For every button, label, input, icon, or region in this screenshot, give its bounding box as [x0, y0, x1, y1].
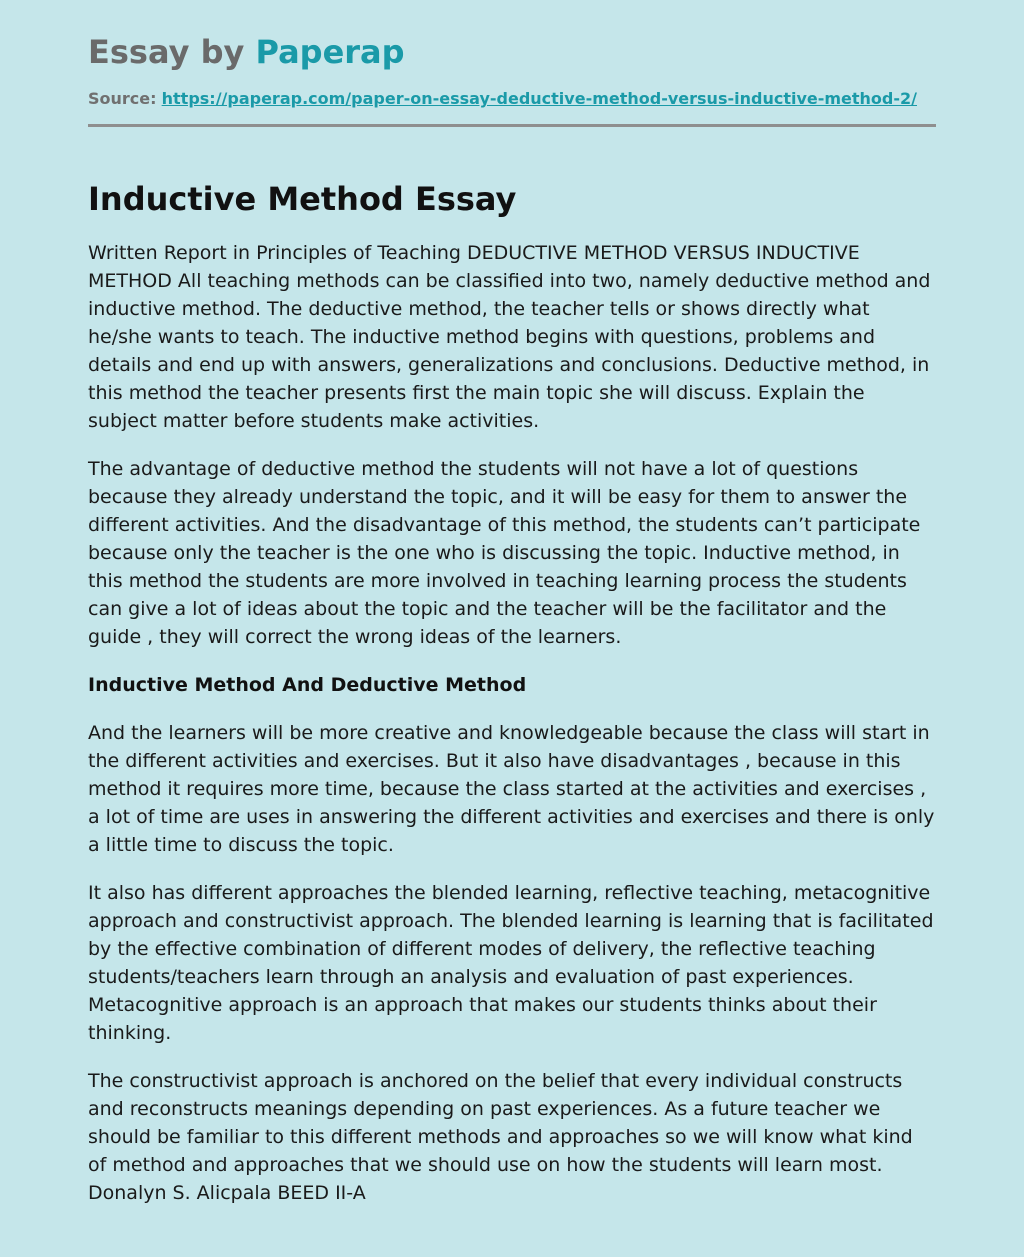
paragraph-3: And the learners will be more creative and knowledgeable because the class will start in the different activities and exercises. But it also have disadvantages , because in this method it requires more time, because the class started at the activities and exercises , a lot of time are uses in answering the different activities and exercises and there is only a little time to discuss the topic. — [88, 722, 935, 856]
brand-prefix: Essay by — [88, 33, 245, 71]
brand-name[interactable]: Paperap — [255, 33, 405, 71]
site-brand — [88, 30, 936, 74]
paragraph-2: The advantage of deductive method the students will not have a lot of questions because they already understand the topic, and it will be easy for them to answer the different activities. And the disadvantage of this method, the students can’t participate because only the teacher is the one who is discussing the topic. Inductive method, in this method the students are more involved in teaching learning process the students can give a lot of ideas about the topic and the teacher will be the facilitator and the guide , they will correct the wrong ideas of the learners. — [88, 458, 921, 648]
header-divider — [88, 124, 936, 127]
source-link[interactable]: https://paperap.com/paper-on-essay-deductive-method-versus-inductive-method-2/ — [161, 89, 917, 108]
section-heading: Inductive Method And Deductive Method — [88, 674, 527, 696]
source-row — [88, 88, 936, 110]
paragraph-4: It also has different approaches the blended learning, reflective teaching, metacognitive approach and constructivist approach. The blended learning is learning that is facilitated by the effective combination of different modes of delivery, the reflective teaching students/teachers learn through an analysis and evaluation of past experiences. Metacognitive approach is an approach that makes our students thinks about their thinking. — [88, 882, 934, 1044]
paragraph-1: Written Report in Principles of Teaching DEDUCTIVE METHOD VERSUS INDUCTIVE METHOD All teaching methods can be classified into two, namely deductive method and inductive method. The deductive method, the teacher tells or shows directly what he/she wants to teach. The inductive method begins with questions, problems and details and end up with answers, generalizations and conclusions. Deductive method, in this method the teacher presents first the main topic she will discuss. Explain the subject matter before students make activities. — [88, 242, 931, 432]
paragraph-5: The constructivist approach is anchored on the belief that every individual constructs and reconstructs meanings depending on past experiences. As a future teacher we should be familiar to this different methods and approaches so we will know what kind of method and approaches that we should use on how the students will learn most. Donalyn S. Alicpala BEED II-A — [88, 1070, 913, 1204]
page-title: Inductive Method Essay — [88, 180, 517, 218]
source-label: Source: — [88, 89, 157, 108]
